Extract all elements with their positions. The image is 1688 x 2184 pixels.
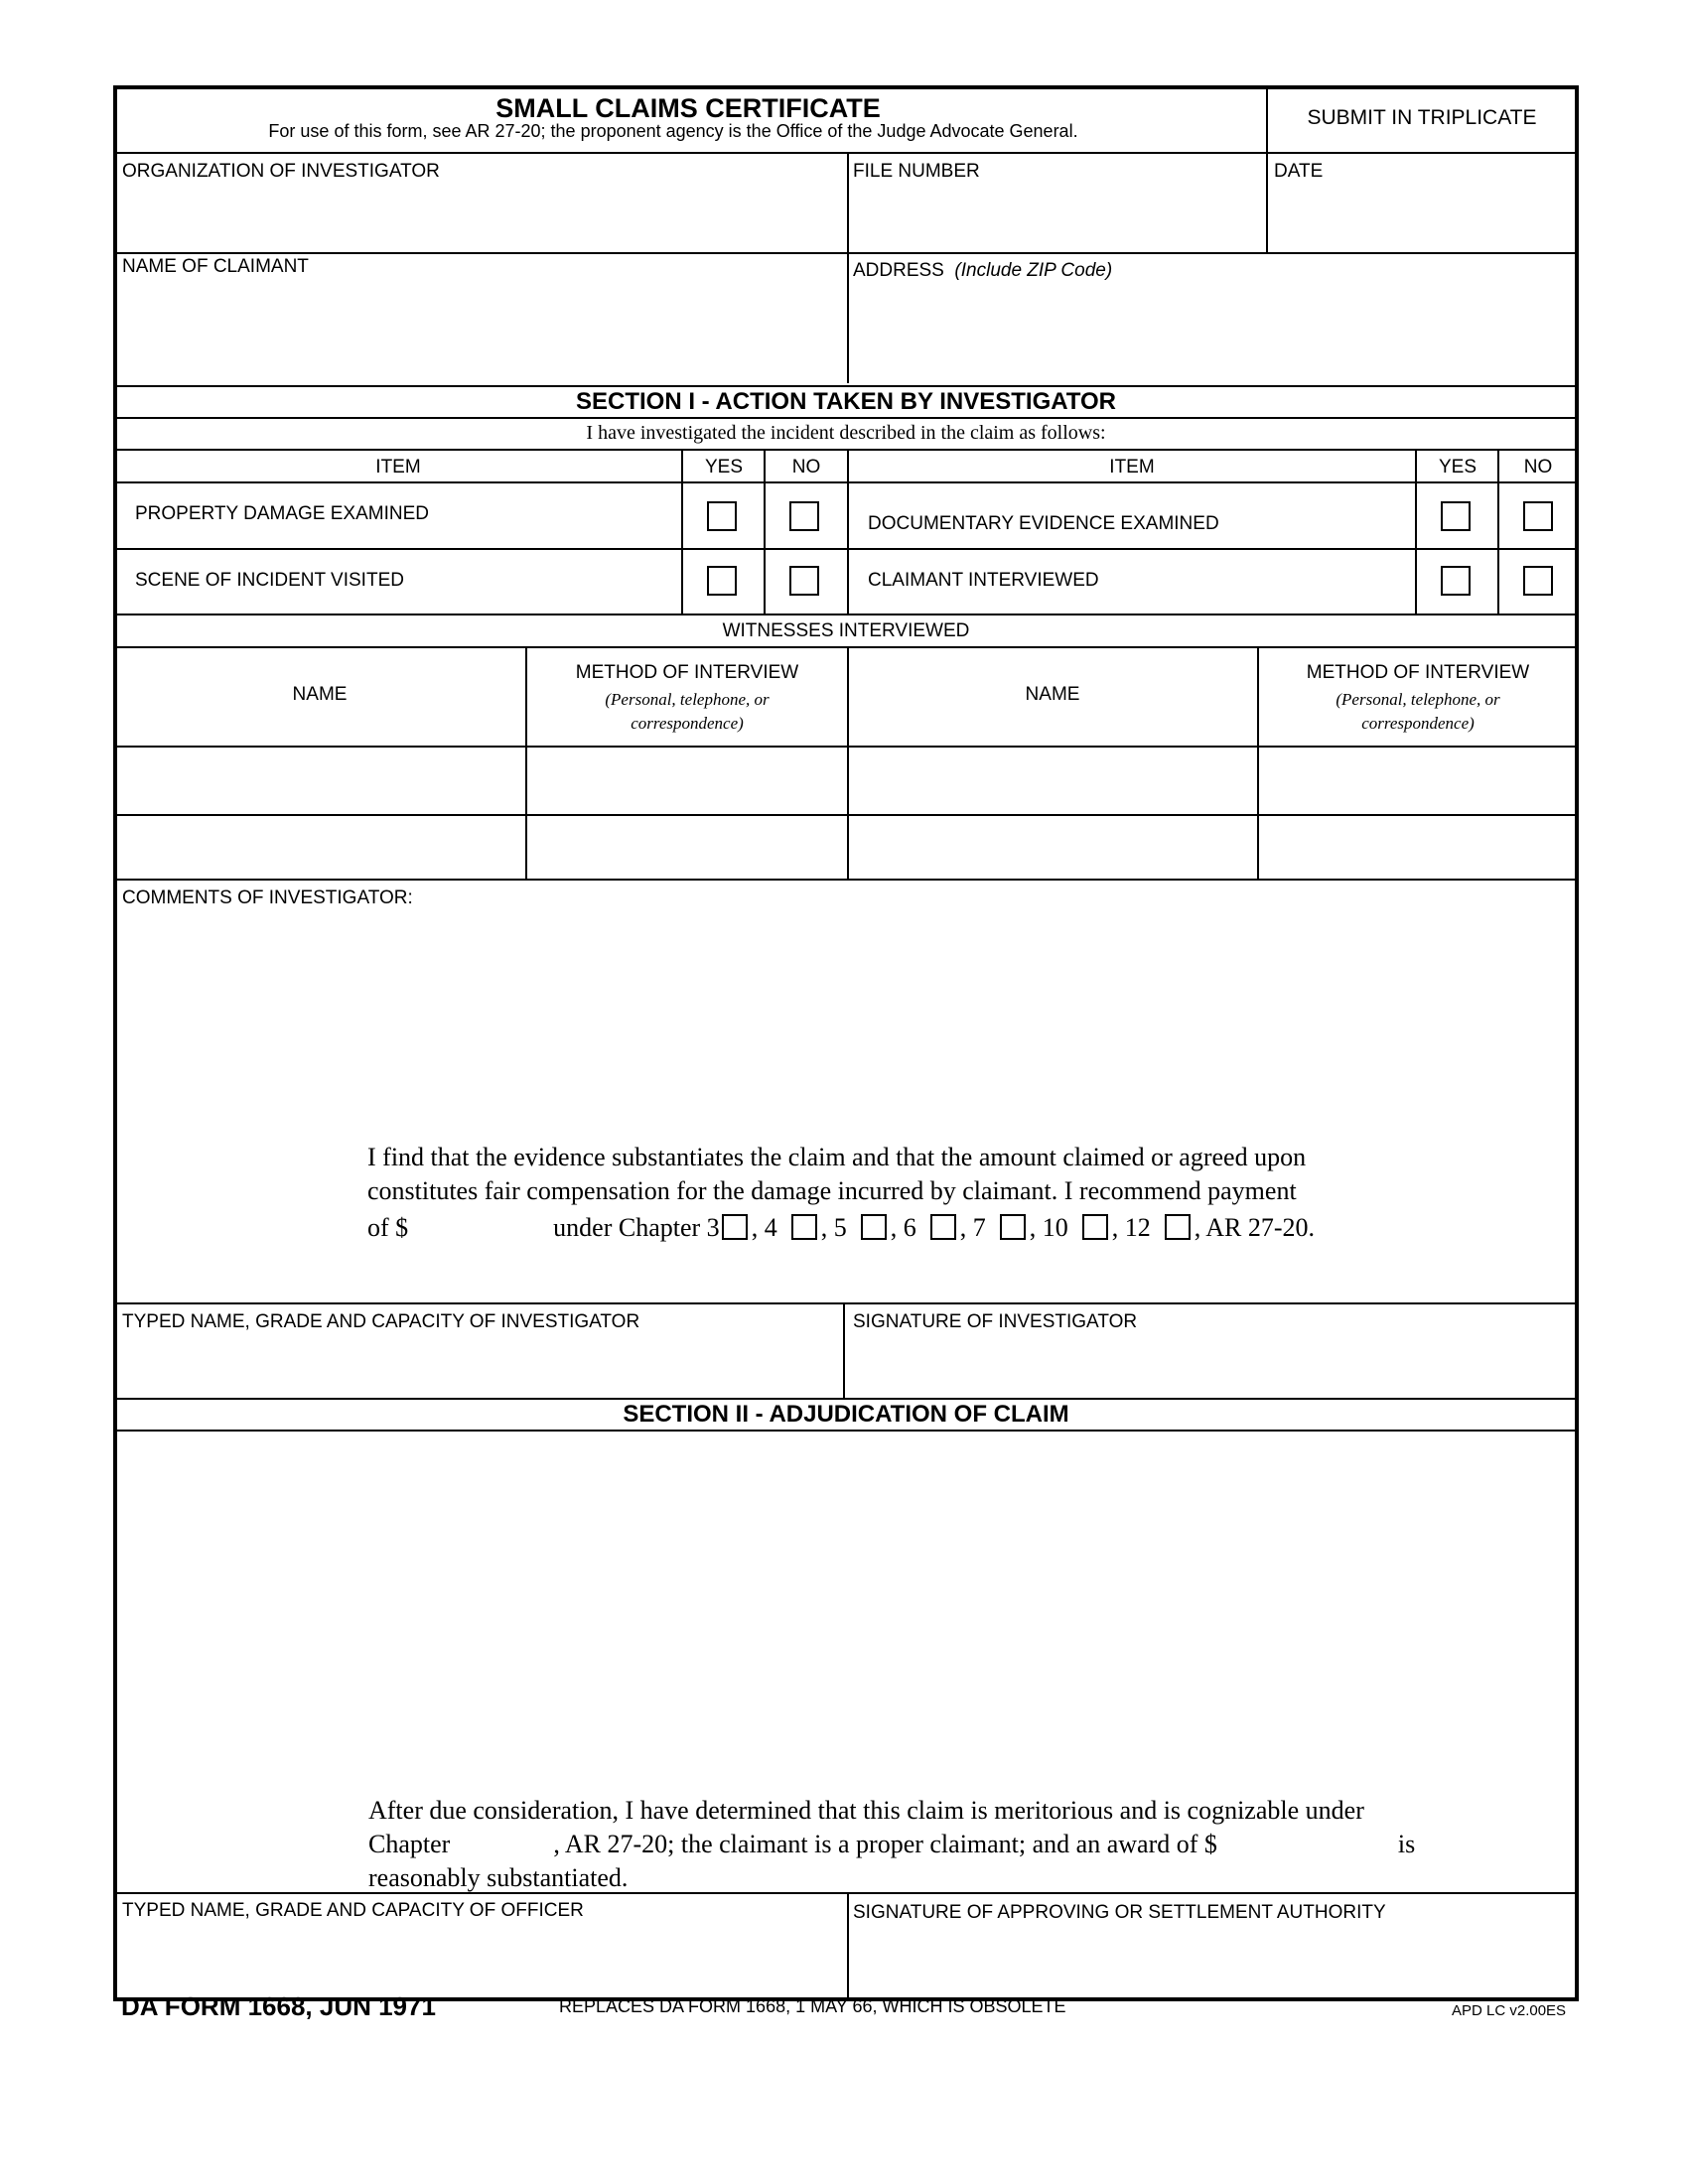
divider — [847, 1894, 849, 1999]
divider — [115, 252, 1577, 254]
form-subtitle: For use of this form, see AR 27-20; the proponent agency is the Office of the Judge Advocate General. — [268, 121, 1078, 141]
date-field[interactable] — [1270, 185, 1576, 250]
investigator-name-label: TYPED NAME, GRADE AND CAPACITY OF INVESTIGATOR — [122, 1311, 640, 1332]
divider — [843, 1304, 845, 1398]
witness-method-note: correspondence) — [631, 714, 744, 733]
witness-method-header: METHOD OF INTERVIEW — [1306, 662, 1530, 683]
finding-line-2: constitutes fair compensation for the damage incurred by claimant. I recommend payment — [367, 1176, 1297, 1205]
submit-notice: SUBMIT IN TRIPLICATE — [1307, 106, 1537, 129]
witnesses-title: WITNESSES INTERVIEWED — [722, 620, 970, 641]
witness-method-field[interactable] — [527, 748, 846, 813]
chapter-3-checkbox[interactable] — [722, 1214, 748, 1240]
adjudication-is: is — [1397, 1830, 1416, 1858]
investigator-signature-label: SIGNATURE OF INVESTIGATOR — [853, 1311, 1138, 1332]
finding-line-3 — [367, 1211, 1315, 1245]
property-damage-yes-checkbox[interactable] — [707, 501, 737, 531]
chapter-5-label: , 5 — [820, 1213, 847, 1242]
claimant-name-field[interactable] — [117, 282, 846, 381]
property-damage-no-checkbox[interactable] — [789, 501, 819, 531]
address-note: (Include ZIP Code) — [954, 260, 1113, 281]
divider — [847, 154, 849, 383]
chapter-12-checkbox[interactable] — [1165, 1214, 1191, 1240]
officer-name-field[interactable] — [117, 1926, 846, 1997]
adjudication-chapter-field[interactable] — [450, 1831, 553, 1856]
scene-visited-no-checkbox[interactable] — [789, 566, 819, 596]
witness-name-field[interactable] — [117, 748, 524, 813]
chapter-5-checkbox[interactable] — [861, 1214, 887, 1240]
divider — [115, 1302, 1577, 1304]
payment-amount-field[interactable] — [408, 1214, 553, 1240]
replaces-notice: REPLACES DA FORM 1668, 1 MAY 66, WHICH IS OBSOLETE — [559, 1996, 1066, 2016]
witness-name-field[interactable] — [849, 816, 1256, 878]
claimant-name-label: NAME OF CLAIMANT — [122, 256, 309, 277]
witness-method-note: (Personal, telephone, or — [605, 690, 770, 709]
witness-method-header: METHOD OF INTERVIEW — [575, 662, 799, 683]
col-item-header: ITEM — [1109, 457, 1155, 478]
divider — [764, 451, 766, 614]
col-no-header: NO — [791, 457, 821, 478]
award-amount-field[interactable] — [1217, 1831, 1398, 1856]
section-1-title: SECTION I - ACTION TAKEN BY INVESTIGATOR — [575, 388, 1117, 415]
divider — [115, 1892, 1577, 1894]
comments-label: COMMENTS OF INVESTIGATOR: — [122, 887, 413, 908]
divider — [115, 417, 1577, 419]
authority-signature-label: SIGNATURE OF APPROVING OR SETTLEMENT AUTHORITY — [853, 1902, 1386, 1923]
chapter-6-label: , 6 — [890, 1213, 916, 1242]
divider — [115, 1398, 1577, 1400]
witness-name-header: NAME — [292, 684, 348, 705]
finding-line-1: I find that the evidence substantiates the claim and that the amount claimed or agreed upon — [367, 1143, 1307, 1171]
address-label: ADDRESS (Include ZIP Code) — [853, 260, 1113, 281]
witness-method-note: correspondence) — [1361, 714, 1475, 733]
organization-field[interactable] — [117, 185, 846, 250]
col-yes-header: YES — [1438, 457, 1477, 478]
section-1-intro: I have investigated the incident described in the claim as follows: — [586, 422, 1106, 444]
date-label: DATE — [1274, 161, 1324, 182]
item-documentary-evidence: DOCUMENTARY EVIDENCE EXAMINED — [868, 513, 1219, 534]
item-property-damage: PROPERTY DAMAGE EXAMINED — [135, 503, 429, 524]
witness-method-field[interactable] — [527, 816, 846, 878]
investigator-name-field[interactable] — [117, 1336, 842, 1396]
witness-method-note: (Personal, telephone, or — [1336, 690, 1500, 709]
divider — [1497, 451, 1499, 614]
officer-name-label: TYPED NAME, GRADE AND CAPACITY OF OFFICER — [122, 1900, 584, 1921]
chapter-4-label: , 4 — [751, 1213, 777, 1242]
chapter-4-checkbox[interactable] — [791, 1214, 817, 1240]
file-number-field[interactable] — [851, 185, 1264, 250]
organization-label: ORGANIZATION OF INVESTIGATOR — [122, 161, 440, 182]
authority-signature-field[interactable] — [851, 1926, 1576, 1997]
claimant-interviewed-no-checkbox[interactable] — [1523, 566, 1553, 596]
divider — [1415, 451, 1417, 614]
chapter-7-checkbox[interactable] — [1000, 1214, 1026, 1240]
section-2-title: SECTION II - ADJUDICATION OF CLAIM — [623, 1401, 1069, 1428]
investigator-signature-field[interactable] — [847, 1336, 1576, 1396]
divider — [115, 646, 1577, 648]
witness-method-field[interactable] — [1259, 816, 1576, 878]
form-title: SMALL CLAIMS CERTIFICATE — [495, 93, 881, 123]
witness-method-field[interactable] — [1259, 748, 1576, 813]
witness-name-field[interactable] — [849, 748, 1256, 813]
adjudication-line-2 — [368, 1828, 1415, 1861]
witness-name-header: NAME — [1025, 684, 1080, 705]
claimant-interviewed-yes-checkbox[interactable] — [1441, 566, 1471, 596]
chapter-12-label: , 12 — [1111, 1213, 1151, 1242]
divider — [115, 481, 1577, 483]
divider — [115, 152, 1577, 154]
divider — [847, 451, 849, 614]
scene-visited-yes-checkbox[interactable] — [707, 566, 737, 596]
adjudication-field[interactable] — [117, 1432, 1575, 1789]
chapter-10-label: , 10 — [1029, 1213, 1068, 1242]
address-field[interactable] — [851, 286, 1576, 381]
col-item-header: ITEM — [375, 457, 421, 478]
adjudication-chapter: Chapter — [368, 1830, 451, 1858]
divider — [115, 879, 1577, 881]
chapter-7-label: , 7 — [959, 1213, 986, 1242]
adjudication-line-1: After due consideration, I have determined that this claim is meritorious and is cognizable under — [368, 1796, 1364, 1825]
comments-field[interactable] — [117, 911, 1575, 1130]
item-claimant-interviewed: CLAIMANT INTERVIEWED — [868, 570, 1099, 591]
version-label: APD LC v2.00ES — [1452, 2002, 1567, 2019]
col-yes-header: YES — [704, 457, 744, 478]
finding-of: of $ — [367, 1213, 409, 1242]
item-scene-visited: SCENE OF INCIDENT VISITED — [135, 570, 404, 591]
adjudication-mid: , AR 27-20; the claimant is a proper claimant; and an award of $ — [553, 1830, 1217, 1858]
documentary-evidence-yes-checkbox[interactable] — [1441, 501, 1471, 531]
divider — [115, 449, 1577, 451]
documentary-evidence-no-checkbox[interactable] — [1523, 501, 1553, 531]
divider — [115, 548, 1577, 550]
finding-under-chapter: under Chapter 3 — [553, 1213, 720, 1242]
form-id: DA FORM 1668, JUN 1971 — [121, 1991, 436, 2021]
divider — [115, 385, 1577, 387]
chapter-6-checkbox[interactable] — [930, 1214, 956, 1240]
adjudication-line-3: reasonably substantiated. — [368, 1863, 629, 1892]
divider — [115, 614, 1577, 615]
chapter-10-checkbox[interactable] — [1082, 1214, 1108, 1240]
ar-27-20-label: , AR 27-20. — [1194, 1213, 1316, 1242]
col-no-header: NO — [1523, 457, 1553, 478]
divider — [681, 451, 683, 614]
file-number-label: FILE NUMBER — [853, 161, 980, 182]
witness-name-field[interactable] — [117, 816, 524, 878]
